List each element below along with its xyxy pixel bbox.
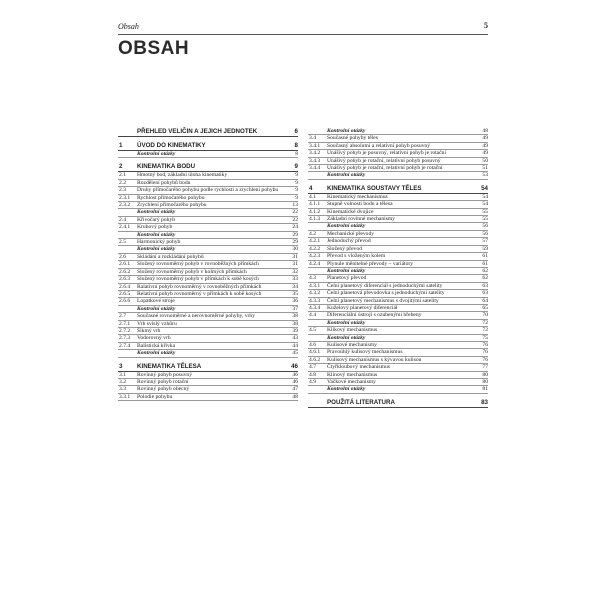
toc-entry-page: 46 (292, 371, 298, 378)
toc-entry-page: 80 (482, 371, 488, 378)
toc-entry-title: Rychlost přímočarého pohybu (137, 194, 205, 201)
toc-entry-title: Složený rovnoměrný pohyb v přímkách k sobě kosých (137, 276, 259, 283)
toc-entry-title: Složený převod (327, 245, 362, 252)
toc-entry-page: 9 (294, 163, 298, 171)
toc-entry-page: 55 (482, 208, 488, 215)
toc-entry-page: 48 (292, 393, 298, 400)
toc-chapter (308, 399, 488, 408)
toc-entry (118, 246, 298, 253)
toc-entry-title: Kontrolní otázky (327, 267, 366, 274)
page-title: OBSAH (118, 38, 190, 59)
toc-entry-number: 2.2 (119, 179, 126, 186)
toc-entry-page: 70 (482, 312, 488, 319)
toc-entry-page: 75 (482, 334, 488, 341)
toc-entry-page: 49 (482, 135, 488, 142)
toc-entry-title: Rovinný pohyb obecný (137, 386, 190, 393)
toc-entry (308, 165, 488, 172)
toc-entry-title: Skládání a rozkládání pohybů (137, 253, 204, 260)
toc-entry (308, 231, 488, 238)
toc-entry-title: Stupně volnosti bodu a tělesa (327, 201, 393, 208)
toc-entry-title: Unášivý pohyb je rotační, relativní pohyb posuvný (327, 157, 441, 164)
toc-entry-title: Polodie pohybu (137, 393, 173, 400)
toc-entry-title: Současný absolutní a relativní pohyb posuvný (327, 142, 431, 149)
toc-entry (308, 312, 488, 319)
toc-entry-page: 80 (482, 379, 488, 385)
toc-entry-title: Vodorovný vrh (137, 335, 171, 342)
toc-entry (308, 335, 488, 342)
toc-entry-page: 72 (482, 327, 488, 334)
toc-chapter (118, 128, 298, 137)
toc-entry-title: Kontrolní otázky (327, 172, 366, 179)
toc-entry-number: 2 (119, 163, 123, 171)
toc-entry (118, 209, 298, 216)
toc-entry-number: 2.6.3 (119, 276, 131, 283)
toc-entry-page: 54 (482, 193, 488, 200)
toc-entry (118, 335, 298, 342)
toc-entry-title: KINEMATIKA BODU (137, 163, 196, 171)
toc-entry-title: Kruhový pohyb (137, 224, 173, 231)
toc-entry-number: 4.3.1 (309, 282, 321, 289)
toc-entry-page: 9 (295, 179, 298, 186)
toc-entry-title: Kontrolní otázky (327, 128, 366, 134)
toc-entry-number: 4.8 (309, 371, 316, 378)
toc-entry-page: 62 (482, 275, 488, 282)
toc-entry-page: 44 (292, 342, 298, 349)
toc-entry-page: 76 (482, 356, 488, 363)
toc-entry-number: 4.2.3 (309, 253, 321, 260)
toc-entry (118, 291, 298, 298)
toc-entry-page: 36 (292, 298, 298, 305)
toc-entry-title: Pravoúhlý kulisový mechanismus (327, 349, 403, 356)
toc-entry (118, 224, 298, 231)
toc-entry-number: 3.4 (309, 135, 316, 142)
toc-entry-page: 46 (292, 378, 298, 385)
toc-entry-page: 8 (294, 142, 298, 149)
toc-entry-title: Kinematický mechanismus (327, 193, 388, 200)
toc-entry-number: 4.3.2 (309, 290, 321, 297)
toc-entry-title: Převod s vloženým kolem (327, 253, 386, 260)
toc-entry-title: Kontrolní otázky (137, 151, 176, 157)
toc-entry-number: 4.1.2 (309, 208, 321, 215)
toc-entry (118, 232, 298, 239)
toc-entry-title: Kinematické dvojice (327, 208, 374, 215)
toc-entry-number: 2.5 (119, 239, 126, 246)
toc-entry-title: Šikmý vrh (137, 327, 161, 334)
toc-entry (118, 394, 298, 401)
toc-entry-page: 9 (295, 172, 298, 179)
toc-entry (308, 150, 488, 157)
toc-entry (308, 342, 488, 349)
toc-entry-page: 47 (292, 386, 298, 393)
toc-entry (118, 298, 298, 305)
toc-entry-title: Kontrolní otázky (327, 223, 366, 230)
toc-entry-title: Kontrolní otázky (137, 350, 176, 357)
toc-entry-page: 37 (292, 305, 298, 312)
toc-entry-page: 72 (482, 319, 488, 326)
toc-entry-page: 46 (291, 362, 298, 370)
toc-entry-title: Hmotný bod, základní úloha kinematiky (137, 172, 228, 179)
toc-entry-title: Balistická křivka (137, 342, 176, 349)
toc-entry-page: 56 (482, 230, 488, 237)
toc-entry-page: 63 (482, 290, 488, 297)
toc-entry-number: 2.7.3 (119, 335, 131, 342)
toc-entry-number: 2.6.2 (119, 268, 131, 275)
toc-entry-number: 4.2.1 (309, 238, 321, 245)
toc-entry-title: Plynule měnitelné převody – variátory (327, 260, 414, 267)
toc-entry-page: 65 (482, 304, 488, 311)
toc-entry-number: 4.1.3 (309, 216, 321, 223)
toc-entry (118, 261, 298, 268)
toc-entry-number: 4.7 (309, 364, 316, 371)
toc-entry (118, 217, 298, 224)
toc-entry-number: 3.3.1 (119, 393, 131, 400)
toc-entry-page: 77 (482, 364, 488, 371)
toc-entry-number: 2.6 (119, 253, 126, 260)
toc-entry-number: 2.4.1 (119, 224, 131, 231)
toc-entry-number: 4.3 (309, 275, 316, 282)
toc-entry-number: 2.7.1 (119, 320, 131, 327)
toc-entry-number: 4.2.2 (309, 245, 321, 252)
toc-entry-page: 38 (292, 320, 298, 327)
toc-entry (308, 379, 488, 386)
toc-entry-page: 29 (292, 231, 298, 238)
toc-entry-page: 24 (292, 224, 298, 231)
toc-entry (308, 298, 488, 305)
toc-entry (118, 151, 298, 158)
toc-entry-title: ÚVOD DO KINEMATIKY (137, 142, 206, 149)
toc-entry-title: Čelní planetový mechanismus s dvojitými satelity (327, 297, 439, 304)
toc-entry-title: Kontrolní otázky (327, 386, 366, 393)
running-head (118, 20, 488, 35)
toc-entry-title: Kulisový mechanismus s kývavou kulisou (327, 356, 422, 363)
toc-entry-page: 53 (482, 172, 488, 179)
toc-entry (308, 223, 488, 230)
toc-entry-title: KINEMATIKA TĚLESA (137, 362, 202, 370)
toc-entry-number: 4.3.4 (309, 304, 321, 311)
toc-entry (118, 172, 298, 179)
toc-entry-page: 30 (292, 246, 298, 253)
toc-entry-title: Složený rovnoměrný pohyb v rovnoběžných přímkách (137, 261, 259, 268)
toc-entry-title: Ralativní pohyb rovnoměrný v rovnoběžných přímkách (137, 283, 262, 290)
toc-entry-title: Současné pohyby těles (327, 135, 378, 142)
toc-entry (308, 209, 488, 216)
toc-entry-page: 34 (292, 283, 298, 290)
toc-entry-title: Diferenciální ústrojí s ozubenými hřebeny (327, 312, 422, 319)
toc-entry-page: 54 (481, 184, 488, 192)
toc-entry (118, 195, 298, 202)
toc-entry-page: 39 (292, 327, 298, 334)
toc-entry-page: 9 (295, 187, 298, 194)
toc-entry-page: 45 (292, 350, 298, 357)
toc-entry (118, 306, 298, 313)
toc-entry-title: Kontrolní otázky (327, 319, 366, 326)
toc-entry (308, 238, 488, 245)
toc-column-right (308, 128, 488, 408)
toc-entry (308, 372, 488, 379)
toc-entry-title: Harmonický pohyb (137, 239, 181, 246)
toc-entry-number: 3.2 (119, 378, 126, 385)
toc-entry (118, 321, 298, 328)
toc-entry-page: 6 (294, 128, 298, 135)
toc-entry-title: Kontrolní otázky (137, 209, 176, 216)
toc-entry-title: Planetový převod (327, 275, 367, 282)
toc-entry (308, 320, 488, 327)
toc-entry-number: 3 (119, 362, 123, 370)
toc-entry (118, 254, 298, 261)
toc-entry-number: 4.2.4 (309, 260, 321, 267)
toc-entry (308, 261, 488, 268)
toc-entry (308, 135, 488, 142)
toc-entry-page: 59 (482, 245, 488, 252)
toc-entry (308, 253, 488, 260)
toc-entry-page: 35 (292, 290, 298, 297)
toc-entry (118, 313, 298, 320)
toc-chapter (118, 142, 298, 151)
toc-entry-title: Rovinný pohyb rotační (137, 378, 189, 385)
toc-entry-page: 8 (295, 151, 298, 157)
toc-entry (308, 201, 488, 208)
toc-chapter (118, 163, 298, 172)
toc-entry-number: 3.4.3 (309, 157, 321, 164)
toc-entry (308, 364, 488, 371)
toc-entry (118, 350, 298, 357)
toc-entry-number: 4.6.1 (309, 349, 321, 356)
toc-entry-number: 4.9 (309, 379, 316, 385)
toc-entry-number: 2.7.2 (119, 327, 131, 334)
toc-entry-page: 76 (482, 349, 488, 356)
toc-entry-page: 49 (482, 142, 488, 149)
toc-entry-title: Složený rovnoměrný pohyb v kolmých přímkách (137, 268, 247, 275)
toc-entry-number: 3.4.4 (309, 165, 321, 172)
running-title: Obsah (118, 22, 139, 31)
toc-entry-number: 2.3.1 (119, 194, 131, 201)
toc-entry (308, 386, 488, 393)
toc-entry-title: Lopatkové stroje (137, 298, 175, 305)
toc-entry-page: 43 (292, 335, 298, 342)
toc-entry-number: 2.4 (119, 216, 126, 223)
toc-entry-title: Klínový mechanismus (327, 371, 378, 378)
toc-entry-page: 32 (292, 268, 298, 275)
toc-entry-number: 2.6.1 (119, 261, 131, 268)
toc-entry-number: 2.3.2 (119, 202, 131, 209)
toc-entry-title: Kontrolní otázky (137, 231, 176, 238)
toc-entry-page: 22 (292, 216, 298, 223)
toc-entry-page: 81 (482, 386, 488, 393)
toc-entry-title: Unášivý pohyb je posuvný, relativní pohyb je rotační (327, 150, 447, 157)
toc-entry-title: Vačkové mechanismy (327, 379, 376, 385)
toc-entry-title: Čelní planetová převodovka s jednoduchými satelity (327, 290, 445, 297)
toc-entry-title: Vrh svislý vzhůru (137, 320, 177, 327)
toc-entry (118, 202, 298, 209)
toc-entry-title: Druhy přímočarého pohybu podle rychlosti a zrychlení pohybu (137, 187, 279, 194)
toc-entry-page: 64 (482, 297, 488, 304)
toc-entry-title: Unášivý pohyb je rotační, relativní pohyb je rotační (327, 165, 443, 172)
toc-entry-page: 63 (482, 282, 488, 289)
toc-entry-title: Rovinný pohyb posuvný (137, 371, 193, 378)
page-number: 5 (484, 21, 488, 30)
toc-entry (308, 128, 488, 135)
toc-entry-page: 31 (292, 261, 298, 268)
toc-entry-page: 48 (482, 128, 488, 134)
toc-entry (118, 269, 298, 276)
toc-entry (118, 239, 298, 246)
toc-entry (308, 349, 488, 356)
toc-entry-page: 83 (481, 398, 488, 406)
toc-entry-page: 49 (482, 150, 488, 157)
toc-entry-number: 2.1 (119, 172, 126, 179)
toc-entry-number: 2.3 (119, 187, 126, 194)
toc-entry-page: 55 (482, 216, 488, 223)
toc-entry-page: 29 (292, 239, 298, 246)
toc-column-left (118, 128, 298, 401)
toc-entry-number: 4.6 (309, 341, 316, 348)
toc-entry-title: Mechanické převody (327, 230, 375, 237)
toc-entry-page: 51 (482, 165, 488, 172)
toc-entry (308, 275, 488, 282)
toc-entry-number: 2.7 (119, 313, 126, 320)
toc-entry (308, 216, 488, 223)
toc-entry-number: 3.4.2 (309, 150, 321, 157)
toc-entry-number: 4.2 (309, 230, 316, 237)
toc-entry (118, 372, 298, 379)
toc-entry-title: Křivočarý pohyb (137, 216, 176, 223)
toc-entry-number: 3.1 (119, 371, 126, 378)
toc-entry-page: 56 (482, 223, 488, 230)
toc-entry (118, 386, 298, 393)
toc-entry-page: 31 (292, 253, 298, 260)
toc-entry (118, 379, 298, 386)
toc-entry-title: Základní rovinné mechanismy (327, 216, 396, 223)
toc-entry-page: 76 (482, 341, 488, 348)
toc-entry-number: 2.6.4 (119, 283, 131, 290)
toc-entry-title: Kontrolní otázky (327, 334, 366, 341)
toc-entry-page: 33 (292, 276, 298, 283)
toc-entry (118, 343, 298, 350)
toc-entry-title: Relativní pohyb rovnoměrný v přímkách k sobě kosých (137, 290, 262, 297)
toc-entry (308, 283, 488, 290)
toc-entry (308, 172, 488, 179)
toc-entry-title: PŘEHLED VELIČIN A JEJICH JEDNOTEK (137, 128, 258, 135)
toc-entry-number: 4.3.3 (309, 297, 321, 304)
toc-entry-title: Kuželový planetový diferenciál (327, 304, 398, 311)
toc-entry-number: 4.5 (309, 327, 316, 334)
toc-entry-number: 4.1.1 (309, 201, 321, 208)
toc-entry (308, 290, 488, 297)
toc-entry-title: Kontrolní otázky (137, 246, 176, 253)
toc-chapter (118, 363, 298, 372)
toc-entry (118, 284, 298, 291)
toc-entry (308, 246, 488, 253)
toc-entry-number: 2.7.4 (119, 342, 131, 349)
toc-entry (118, 187, 298, 194)
toc-entry-title: Čelní planetový diferenciál s jednoduchými satelity (327, 282, 443, 289)
toc-entry-number: 2.6.6 (119, 298, 131, 305)
toc-entry-title: Klikový mechanismus (327, 327, 378, 334)
toc-entry-page: 22 (292, 209, 298, 216)
toc-entry-page: 9 (295, 194, 298, 201)
toc-entry-number: 3.3 (119, 386, 126, 393)
toc-entry (308, 268, 488, 275)
toc-entry (118, 276, 298, 283)
toc-entry-number: 4 (309, 184, 313, 192)
toc-entry (118, 328, 298, 335)
toc-entry (308, 143, 488, 150)
toc-chapter (308, 185, 488, 194)
toc-entry-page: 50 (482, 157, 488, 164)
toc-entry-title: Kontrolní otázky (137, 305, 176, 312)
toc-entry-page: 61 (482, 253, 488, 260)
toc-entry-title: Zrychlení přímočarého pohybu (137, 202, 207, 209)
toc-entry (308, 194, 488, 201)
toc-entry-number: 4.6.2 (309, 356, 321, 363)
toc-entry-page: 62 (482, 267, 488, 274)
toc-entry-page: 38 (292, 313, 298, 320)
toc-entry (308, 158, 488, 165)
toc-entry (308, 327, 488, 334)
toc-entry-number: 4.1 (309, 193, 316, 200)
toc-entry-page: 13 (292, 202, 298, 209)
toc-entry-title: KINEMATIKA SOUSTAVY TĚLES (327, 184, 422, 192)
toc-entry-page: 57 (482, 238, 488, 245)
toc-entry-number: 4.4 (309, 312, 316, 319)
toc-entry-title: Kulisové mechanismy (327, 341, 377, 348)
toc-entry-title: Současné rovnoměrné a nerovnoměrné pohyby, vrhy (137, 313, 256, 320)
toc-entry-title: Čtyřkloubový mechanismus (327, 364, 390, 371)
toc-entry (118, 180, 298, 187)
toc-entry-page: 61 (482, 260, 488, 267)
toc-entry-number: 3.4.1 (309, 142, 321, 149)
toc-entry-number: 2.6.5 (119, 290, 131, 297)
toc-entry-title: Jednoduchý převod (327, 238, 371, 245)
toc-entry-title: POUŽITÁ LITERATURA (327, 398, 395, 406)
toc-entry-page: 54 (482, 201, 488, 208)
toc-entry-title: Rozdělení pohybů bodu (137, 179, 191, 186)
toc-entry-number: 1 (119, 142, 123, 149)
